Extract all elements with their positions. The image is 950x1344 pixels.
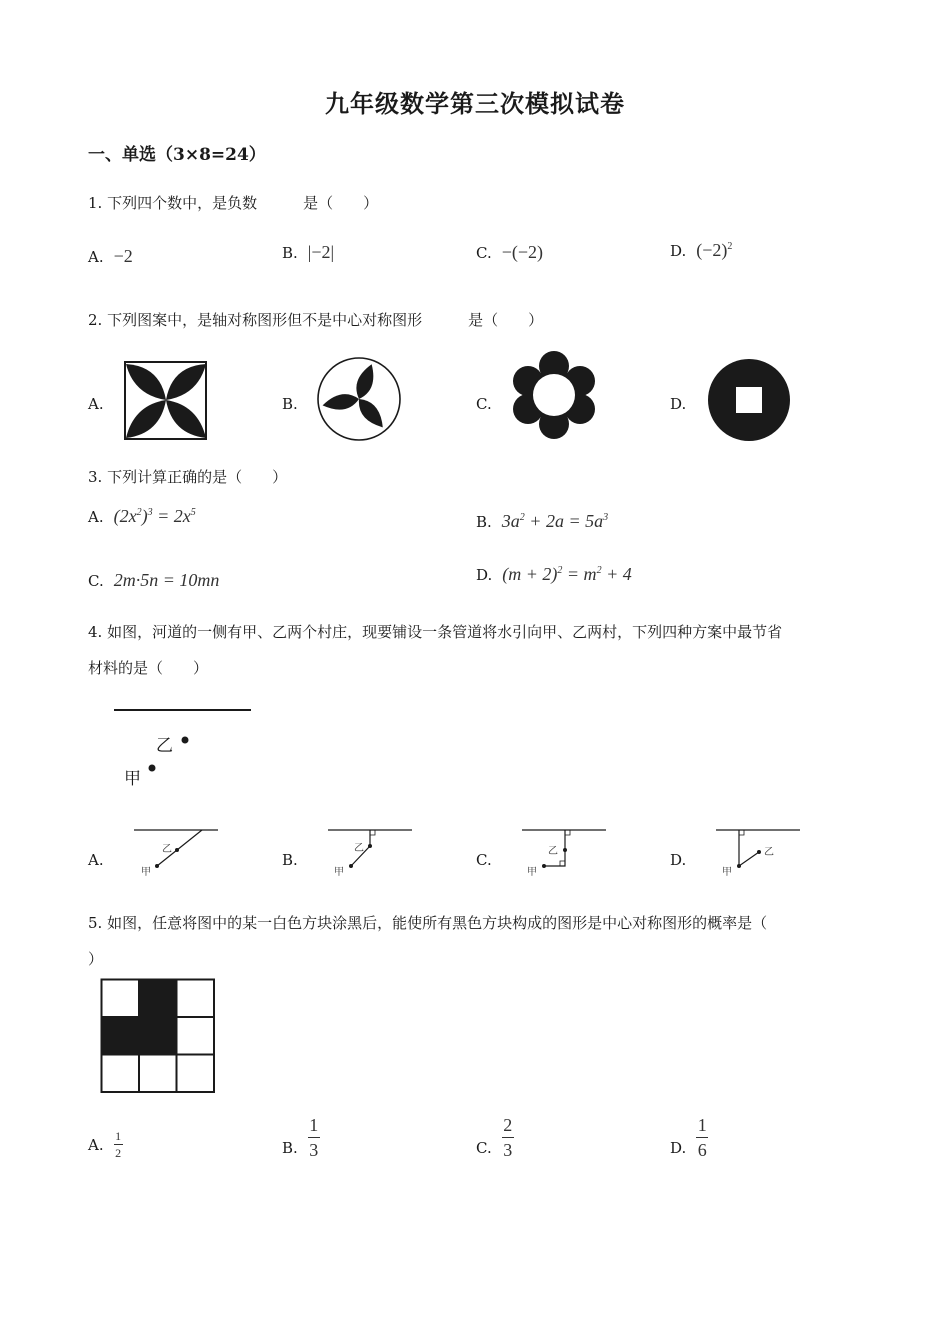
q3-option-d[interactable] [476, 564, 632, 585]
question-1-text-tail: 是（ ） [303, 194, 379, 212]
q4-main-figure [110, 700, 260, 795]
option-expression: $(-2)^2$ [696, 240, 733, 260]
q4-figure-b [326, 824, 416, 880]
option-label: B. [282, 1138, 298, 1157]
q4-option-a-label[interactable]: A. [88, 851, 104, 869]
question-2-text-tail: 是（ ） [468, 311, 544, 329]
option-label: A. [88, 1135, 104, 1154]
q2-figure-c [510, 350, 598, 440]
label-jia: 甲 [722, 867, 732, 878]
option-label: C. [88, 571, 104, 590]
question-4-stem-line1: 4. 如图，河道的一侧有甲、乙两个村庄，现要铺设一条管道将水引向甲、乙两村，下列四种方案中最节省 [88, 623, 783, 641]
option-expression: 2m·5n = 10mn [113, 570, 220, 590]
village-yi-dot [182, 737, 189, 744]
question-1-stem [88, 192, 378, 213]
option-expression: $3a^2 + 2a = 5a^3$ [501, 511, 609, 531]
label-yi: 乙 [548, 846, 558, 857]
q1-option-a[interactable] [88, 246, 133, 267]
q5-option-b[interactable] [282, 1116, 320, 1159]
q3-option-b[interactable] [476, 511, 608, 532]
q4-figure-a [132, 824, 222, 880]
q2-option-d-label[interactable]: D. [670, 395, 687, 413]
village-yi-label: 乙 [156, 736, 173, 756]
page-title: 九年级数学第三次模拟试卷 [325, 89, 625, 118]
option-expression: |−2| [307, 242, 335, 262]
question-3-stem: 3. 下列计算正确的是（ ） [88, 468, 288, 486]
label-jia: 甲 [334, 867, 344, 878]
option-expression: $(m + 2)^2 = m^2 + 4$ [502, 564, 632, 584]
q1-option-b[interactable] [282, 242, 334, 263]
village-jia-dot [149, 765, 156, 772]
question-5-stem-line1: 5. 如图，任意将图中的某一白色方块涂黑后，能使所有黑色方块构成的图形是中心对称图形的概率是（ [88, 914, 768, 932]
grid-cell-black [139, 980, 177, 1018]
q3-option-a[interactable] [88, 506, 196, 527]
village-jia-label: 甲 [124, 769, 141, 789]
q3-option-c[interactable] [88, 570, 219, 591]
grid-cell-black [102, 1017, 140, 1055]
q5-option-c[interactable] [476, 1116, 514, 1159]
q2-figure-b [316, 356, 402, 442]
option-label: B. [282, 243, 298, 262]
q2-option-c-label[interactable]: C. [476, 395, 492, 413]
label-jia: 甲 [527, 867, 537, 878]
question-2-text: 2. 下列图案中，是轴对称图形但不是中心对称图形 [88, 311, 423, 329]
q1-option-c[interactable] [476, 242, 543, 263]
grid-cell-white [102, 980, 140, 1018]
q4-figure-d [714, 824, 804, 880]
grid-cell-black [139, 1017, 177, 1055]
label-yi: 乙 [162, 844, 172, 855]
q2-figure-d [706, 357, 792, 443]
q4-figure-c [520, 824, 610, 880]
option-label: A. [88, 507, 104, 526]
q1-option-d[interactable] [670, 240, 732, 261]
option-expression: $(2x^2)^3 = 2x^5$ [113, 506, 196, 526]
q4-option-b-label[interactable]: B. [282, 851, 298, 869]
q4-option-d-label[interactable]: D. [670, 851, 687, 869]
option-label: B. [476, 512, 492, 531]
fraction: $\frac{1}{3}$ [309, 1115, 319, 1160]
grid-cell-white [177, 1055, 215, 1093]
label-yi: 乙 [354, 843, 364, 854]
option-label: C. [476, 243, 492, 262]
question-1-text: 1. 下列四个数中，是负数 [88, 194, 258, 212]
option-label: D. [476, 565, 493, 584]
section-heading: 一、单选（3×8=24） [88, 145, 266, 165]
label-yi: 乙 [764, 847, 774, 858]
option-label: C. [476, 1138, 492, 1157]
grid-cell-white [102, 1055, 140, 1093]
q5-grid-figure [100, 978, 218, 1093]
fraction: $\frac{1}{6}$ [697, 1115, 707, 1160]
grid-cell-white [177, 1017, 215, 1055]
q2-option-b-label[interactable]: B. [282, 395, 298, 413]
label-jia: 甲 [141, 867, 151, 878]
q4-option-c-label[interactable]: C. [476, 851, 492, 869]
q2-option-a-label[interactable]: A. [88, 395, 104, 413]
grid-cell-white [177, 980, 215, 1018]
question-4-stem-line2: 材料的是（ ） [88, 659, 209, 677]
fraction: $\frac{1}{2}$ [115, 1129, 122, 1160]
question-2-stem [88, 309, 543, 330]
q2-figure-a [124, 361, 208, 441]
option-expression: −2 [113, 246, 133, 266]
q5-option-d[interactable] [670, 1116, 708, 1159]
question-5-stem-line2: ） [88, 950, 104, 968]
option-expression: −(−2) [501, 242, 544, 262]
option-label: A. [88, 247, 104, 266]
q5-option-a[interactable] [88, 1130, 123, 1159]
option-label: D. [670, 241, 687, 260]
fraction: $\frac{2}{3}$ [503, 1115, 513, 1160]
grid-cell-white [139, 1055, 177, 1093]
option-label: D. [670, 1138, 687, 1157]
